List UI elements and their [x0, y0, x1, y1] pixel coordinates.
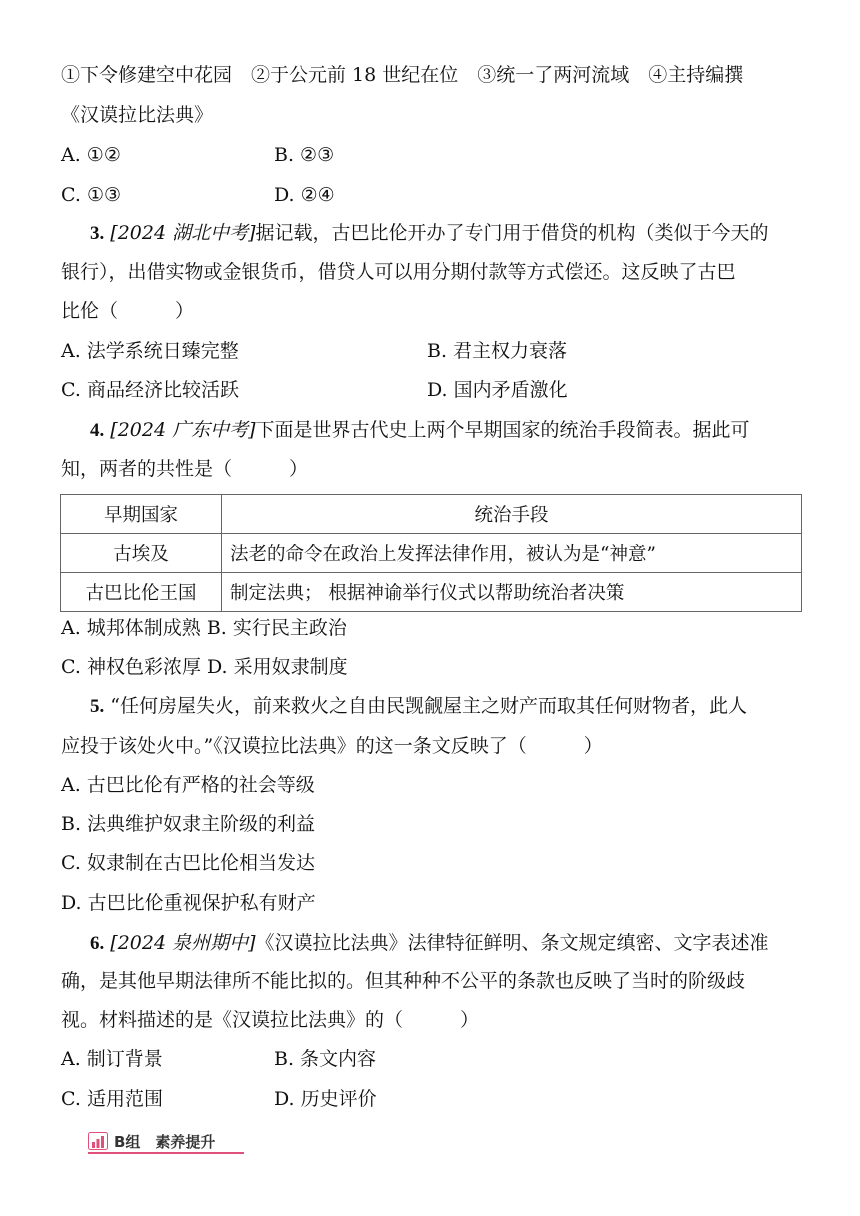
- q4-options-row1[interactable]: A. 城邦体制成熟 B. 实行民主政治: [61, 617, 347, 639]
- q3-option-d[interactable]: D. 国内矛盾激化: [427, 379, 568, 401]
- q3-options-row2: [61, 378, 568, 402]
- q5-option-c[interactable]: C. 奴隶制在古巴比伦相当发达: [61, 852, 315, 874]
- q6-options-row2: [61, 1087, 377, 1111]
- q2-option-c[interactable]: C. ①③: [61, 184, 122, 206]
- q3-stem-text1: 据记载，古巴比伦开办了专门用于借贷的机构（类似于今天的: [255, 222, 769, 244]
- q3-stem-line2: 银行），出借实物或金银货币，借贷人可以用分期付款等方式偿还。这反映了古巴: [61, 261, 736, 283]
- section-header-b: [88, 1130, 244, 1154]
- q5-stem-text1: “任何房屋失火，前来救火之自由民觊觎屋主之财产而取其任何财物者，此人: [110, 695, 748, 717]
- q3-source: [2024 湖北中考]: [110, 222, 256, 244]
- table-cell-means: 制定法典； 根据神谕举行仪式以帮助统治者决策: [222, 573, 802, 612]
- q3-option-b[interactable]: B. 君主权力衰落: [427, 340, 568, 362]
- q3-stem-line3: 比伦（ ）: [61, 300, 195, 322]
- q4-source: [2024 广东中考]: [110, 419, 256, 441]
- q4-stem-text1: 下面是世界古代史上两个早期国家的统治手段简表。据此可: [255, 419, 750, 441]
- q2-option-d[interactable]: D. ②④: [274, 184, 335, 206]
- q3-number: 3.: [90, 223, 105, 244]
- q2-options-row2: [61, 183, 335, 207]
- q2-option-a[interactable]: A. ①②: [61, 144, 121, 166]
- q6-stem-text1: 《汉谟拉比法典》法律特征鲜明、条文规定缜密、文字表述准: [255, 932, 769, 954]
- q5-stem-line2: 应投于该处火中。”《汉谟拉比法典》的这一条文反映了（ ）: [61, 735, 603, 757]
- q6-option-a[interactable]: A. 制订背景: [61, 1048, 163, 1070]
- q3-options-row1: [61, 339, 568, 363]
- q6-source: [2024 泉州期中]: [110, 932, 256, 954]
- q5-number: 5.: [90, 696, 105, 717]
- q4-options-row2[interactable]: C. 神权色彩浓厚 D. 采用奴隶制度: [61, 656, 348, 678]
- q2-options-row1: [61, 143, 335, 167]
- q4-stem-line1: [90, 418, 750, 443]
- table-cell-means: 法老的命令在政治上发挥法律作用，被认为是“神意”: [222, 534, 802, 573]
- q6-stem-line2: 确，是其他早期法律所不能比拟的。但其种种不公平的条款也反映了当时的阶级歧: [61, 970, 746, 992]
- q2-statements-line2: 《汉谟拉比法典》: [61, 104, 214, 126]
- q2-statements-line1: ①下令修建空中花园 ②于公元前 18 世纪在位 ③统一了两河流域 ④主持编撰: [61, 64, 744, 86]
- q5-stem-line1: [90, 694, 747, 719]
- q4-stem-line2: 知，两者的共性是（ ）: [61, 458, 309, 480]
- table-cell-country: 古埃及: [61, 534, 222, 573]
- q3-option-c[interactable]: C. 商品经济比较活跃: [61, 379, 239, 401]
- table-row: [61, 534, 802, 573]
- q5-option-b[interactable]: B. 法典维护奴隶主阶级的利益: [61, 813, 316, 835]
- q6-option-d[interactable]: D. 历史评价: [274, 1088, 377, 1110]
- q6-options-row1: [61, 1047, 377, 1071]
- q6-number: 6.: [90, 933, 105, 954]
- table-cell-country: 古巴比伦王国: [61, 573, 222, 612]
- table-header-country: 早期国家: [61, 495, 222, 534]
- q3-stem-line1: [90, 221, 769, 246]
- table-row: [61, 573, 802, 612]
- q5-option-a[interactable]: A. 古巴比伦有严格的社会等级: [61, 774, 315, 796]
- q3-option-a[interactable]: A. 法学系统日臻完整: [61, 340, 239, 362]
- bar-chart-icon: [88, 1132, 108, 1150]
- q4-table: [60, 494, 802, 612]
- table-header-means: 统治手段: [222, 495, 802, 534]
- q6-option-c[interactable]: C. 适用范围: [61, 1088, 163, 1110]
- q5-option-d[interactable]: D. 古巴比伦重视保护私有财产: [61, 892, 316, 914]
- q2-option-b[interactable]: B. ②③: [274, 144, 335, 166]
- q6-option-b[interactable]: B. 条文内容: [274, 1048, 377, 1070]
- q6-stem-line3: 视。材料描述的是《汉谟拉比法典》的（ ）: [61, 1009, 480, 1031]
- q6-stem-line1: [90, 931, 769, 956]
- section-label: B组 素养提升: [114, 1133, 216, 1151]
- table-header-row: [61, 495, 802, 534]
- q4-number: 4.: [90, 420, 105, 441]
